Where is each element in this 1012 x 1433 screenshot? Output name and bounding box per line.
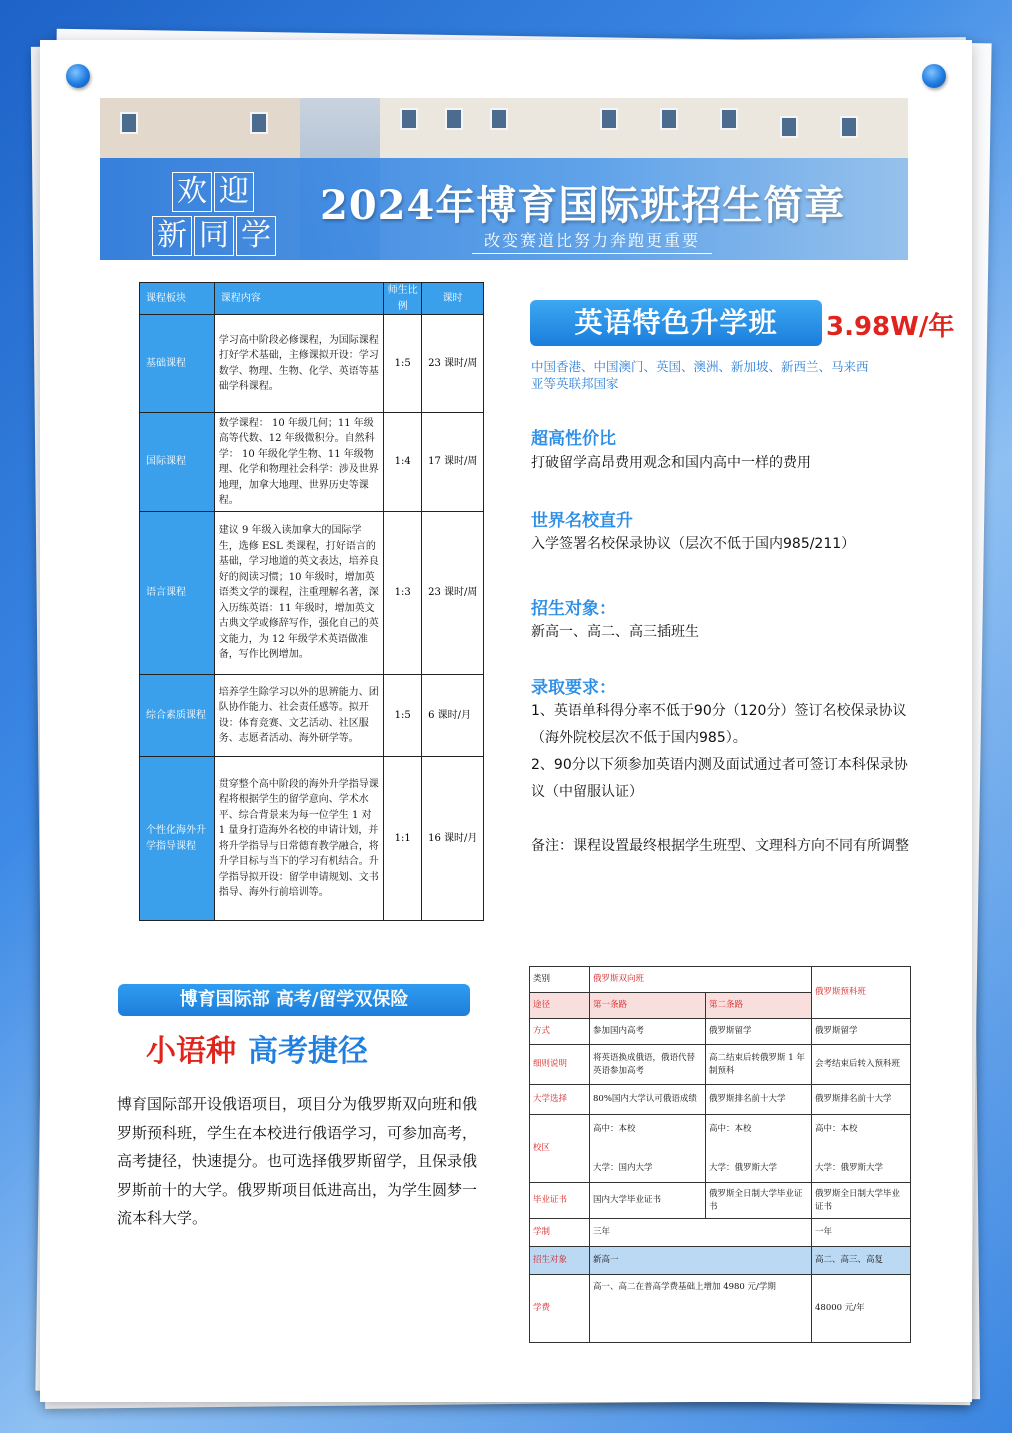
window-shape: [780, 116, 798, 138]
course-table: [139, 282, 484, 921]
welcome-text: 欢 迎 新 同 学: [152, 172, 278, 260]
window-shape: [660, 108, 678, 130]
hours-cell: 23 课时/周: [422, 512, 484, 675]
price-label: 3.98W/年: [826, 312, 955, 342]
content-cell: 学习高中阶段必修课程，为国际课程打好学术基础，主修课拟开设：学习数学、物理、生物、化学、英语等基础学科课程。: [214, 315, 383, 413]
table-header: 课程板块: [140, 283, 215, 315]
page-title: 2024年博育国际班招生简章: [320, 182, 846, 229]
ratio-cell: 1:5: [384, 315, 422, 413]
table-header: 课程内容: [214, 283, 383, 315]
header-banner: [100, 98, 908, 260]
ratio-cell: 1:1: [384, 757, 422, 921]
table-row: 途径 第一条路 第二条路: [530, 993, 911, 1019]
page-subtitle: 改变赛道比努力奔跑更重要: [472, 228, 712, 254]
section-heading: 世界名校直升: [531, 511, 633, 531]
table-row: 学制 三年 一年: [530, 1219, 911, 1247]
section-text: 入学签署名校保录协议（层次不低于国内985/211）: [531, 536, 856, 552]
table-row: 方式 参加国内高考 俄罗斯留学 俄罗斯留学: [530, 1019, 911, 1045]
section-heading: 超高性价比: [531, 429, 616, 449]
list-item: 2、90分以下须参加英语内测及面试通过者可签订本科保录协议（中留服认证）: [531, 757, 908, 800]
content-cell: 建议 9 年级入读加拿大的国际学生，选修 ESL 类课程，打好语言的基础，学习地道的英文表达，培养良好的阅读习惯；10 年级时，增加英语类文学的课程，注重理解名著，深入历练英语：11 年级时，增加英文古典文学或修辞写作，强化自己的英文能力，为 12 年级学术英语做准备，写作比例增加。: [214, 512, 383, 675]
module-cell: 语言课程: [140, 512, 215, 675]
list-item: 1、英语单科得分率不低于90分（120分）签订名校保录协议（海外院校层次不低于国内985）。: [531, 703, 907, 746]
table-header: 课时: [422, 283, 484, 315]
regions-text: 中国香港、中国澳门、英国、澳洲、新加坡、新西兰、马来西亚等英联邦国家: [531, 359, 869, 391]
hours-cell: 17 课时/周: [422, 413, 484, 512]
content-cell: 数学课程： 10 年级几何；11 年级高等代数、12 年级微积分。自然科学： 10 年级化学生物、11 年级物理、化学和物理社会科学：涉及世界地理，加拿大地理、世界历史等课程。: [214, 413, 383, 512]
window-shape: [840, 116, 858, 138]
window-shape: [120, 112, 138, 134]
window-shape: [400, 108, 418, 130]
pushpin-icon: [922, 64, 946, 88]
table-row: 细则说明 将英语换成俄语，俄语代替英语参加高考 高二结束后转俄罗斯 1 年制预科 会考结束后转入预科班: [530, 1045, 911, 1085]
table-row: 校区 高中：本校 大学：国内大学 高中：本校 大学：俄罗斯大学 高中：本校 大学：俄罗斯大学: [530, 1115, 911, 1183]
section-heading: 招生对象：: [531, 599, 616, 619]
window-shape: [445, 108, 463, 130]
module-cell: 基础课程: [140, 315, 215, 413]
pushpin-icon: [66, 64, 90, 88]
table-row: 大学选择 80%国内大学认可俄语成绩 俄罗斯排名前十大学 俄罗斯排名前十大学: [530, 1085, 911, 1115]
remark-text: 备注：课程设置最终根据学生班型、文理科方向不同有所调整: [531, 838, 909, 854]
admission-list: [531, 698, 911, 806]
english-class-title: 英语特色升学班: [530, 300, 822, 346]
window-shape: [720, 108, 738, 130]
table-row: 类别 俄罗斯双向班 俄罗斯预科班: [530, 967, 911, 993]
ratio-cell: 1:3: [384, 512, 422, 675]
window-shape: [490, 108, 508, 130]
table-row: 毕业证书 国内大学毕业证书 俄罗斯全日制大学毕业证书 俄罗斯全日制大学毕业证书: [530, 1183, 911, 1219]
module-cell: 综合素质课程: [140, 675, 215, 757]
section-heading: 录取要求：: [531, 678, 616, 698]
content-cell: 培养学生除学习以外的思辨能力、团队协作能力、社会责任感等。拟开设：体育竞赛、文艺活动、社区服务、志愿者活动、海外研学等。: [214, 675, 383, 757]
russian-ribbon: 博育国际部 高考/留学双保险: [118, 984, 470, 1016]
hours-cell: 23 课时/周: [422, 315, 484, 413]
russian-slogan: 小语种 高考捷径: [146, 1034, 368, 1069]
content-cell: 贯穿整个高中阶段的海外升学指导课程将根据学生的留学意向、学术水平、综合背景来为每一位学生 1 对 1 量身打造海外名校的申请计划，并将升学指导与日常德育教学融合，将升学目标与当下的学习有机结合。升学指导拟开设：留学申请规划、文书指导、海外行前培训等。: [214, 757, 383, 921]
window-shape: [600, 108, 618, 130]
section-text: 新高一、高二、高三插班生: [531, 624, 699, 640]
module-cell: 个性化海外升学指导课程: [140, 757, 215, 921]
hours-cell: 6 课时/月: [422, 675, 484, 757]
hours-cell: 16 课时/月: [422, 757, 484, 921]
module-cell: 国际课程: [140, 413, 215, 512]
ratio-cell: 1:5: [384, 675, 422, 757]
russian-paragraph: 博育国际部开设俄语项目，项目分为俄罗斯双向班和俄罗斯预科班，学生在本校进行俄语学习，可参加高考，高考捷径，快速提分。也可选择俄罗斯留学，且保录俄罗斯前十的大学。俄罗斯项目低进高出，为学生圆梦一流本科大学。: [117, 1095, 478, 1227]
table-header: 师生比例: [384, 283, 422, 315]
section-text: 打破留学高昂费用观念和国内高中一样的费用: [531, 455, 811, 471]
window-shape: [250, 112, 268, 134]
table-row: [140, 413, 484, 512]
ratio-cell: 1:4: [384, 413, 422, 512]
table-row: 招生对象 新高一 高二、高三、高复: [530, 1247, 911, 1275]
table-row: 学费 高一、高二在普高学费基础上增加 4980 元/学期 48000 元/年: [530, 1275, 911, 1343]
table-row: [140, 675, 484, 757]
table-row: [140, 512, 484, 675]
table-row: [140, 315, 484, 413]
table-row: [140, 757, 484, 921]
russian-table: [529, 966, 911, 1343]
